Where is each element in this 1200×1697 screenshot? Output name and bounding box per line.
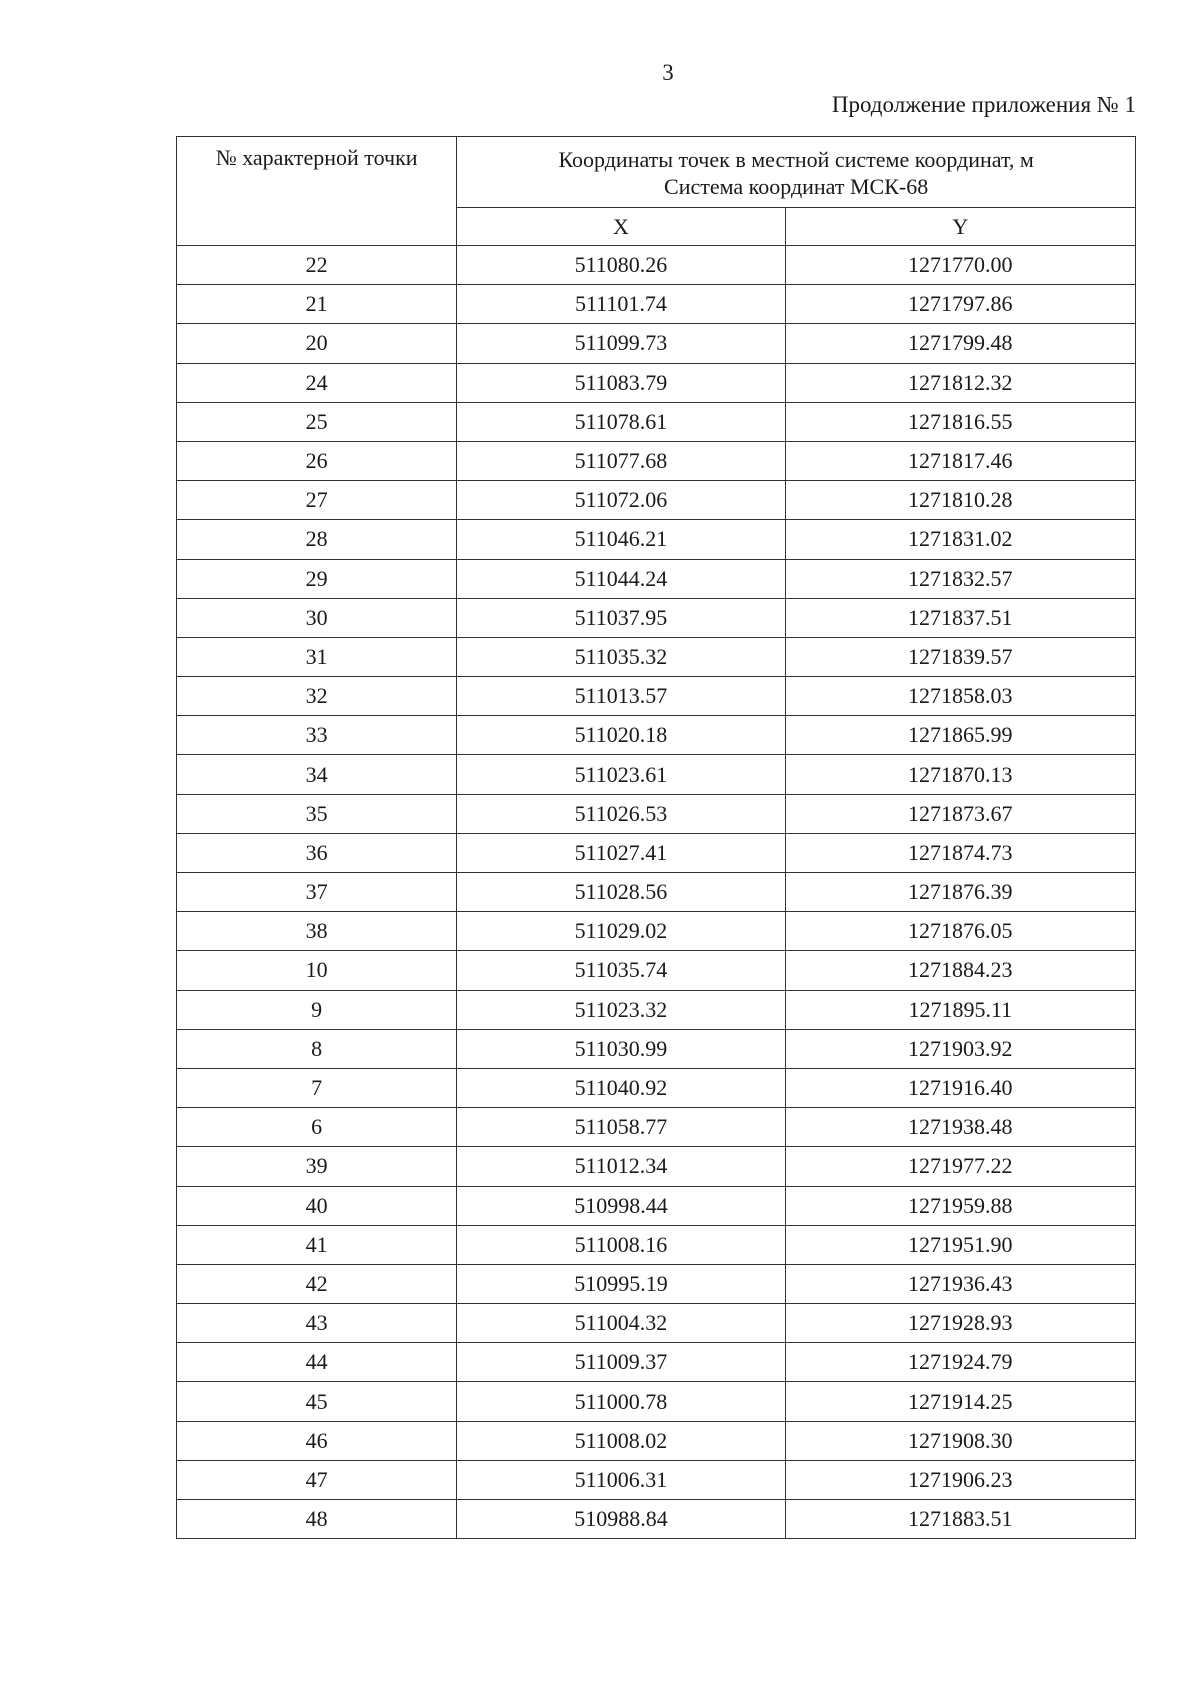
- point-number-cell: 25: [177, 402, 457, 441]
- y-coordinate-cell: 1271816.55: [785, 402, 1135, 441]
- header-coordinates: [457, 137, 1136, 208]
- point-number-cell: 33: [177, 716, 457, 755]
- point-number-cell: 35: [177, 794, 457, 833]
- x-coordinate-cell: 511020.18: [457, 716, 785, 755]
- y-coordinate-cell: 1271906.23: [785, 1460, 1135, 1499]
- x-coordinate-cell: 511078.61: [457, 402, 785, 441]
- table-row: [177, 598, 1136, 637]
- point-number-cell: 28: [177, 520, 457, 559]
- y-coordinate-cell: 1271928.93: [785, 1304, 1135, 1343]
- x-coordinate-cell: 511035.74: [457, 951, 785, 990]
- table-row: [177, 794, 1136, 833]
- table-row: [177, 716, 1136, 755]
- point-number-cell: 29: [177, 559, 457, 598]
- point-number-cell: 7: [177, 1068, 457, 1107]
- point-number-cell: 48: [177, 1500, 457, 1539]
- point-number-cell: 24: [177, 363, 457, 402]
- table-row: [177, 324, 1136, 363]
- x-coordinate-cell: 511044.24: [457, 559, 785, 598]
- y-coordinate-cell: 1271873.67: [785, 794, 1135, 833]
- y-coordinate-cell: 1271797.86: [785, 285, 1135, 324]
- table-row: [177, 1225, 1136, 1264]
- page-number: 3: [662, 60, 674, 85]
- table-body: [177, 246, 1136, 1539]
- point-number-cell: 22: [177, 246, 457, 285]
- point-number-cell: 40: [177, 1186, 457, 1225]
- coordinates-table: [176, 136, 1136, 1539]
- y-coordinate-cell: 1271959.88: [785, 1186, 1135, 1225]
- y-coordinate-cell: 1271770.00: [785, 246, 1135, 285]
- point-number-cell: 43: [177, 1304, 457, 1343]
- x-coordinate-cell: 511023.32: [457, 990, 785, 1029]
- x-coordinate-cell: 510988.84: [457, 1500, 785, 1539]
- y-coordinate-cell: 1271817.46: [785, 441, 1135, 480]
- x-coordinate-cell: 511046.21: [457, 520, 785, 559]
- table-row: [177, 441, 1136, 480]
- y-coordinate-cell: 1271870.13: [785, 755, 1135, 794]
- y-coordinate-cell: 1271810.28: [785, 481, 1135, 520]
- table-row: [177, 363, 1136, 402]
- table-row: [177, 246, 1136, 285]
- y-coordinate-cell: 1271858.03: [785, 677, 1135, 716]
- x-coordinate-cell: 511008.16: [457, 1225, 785, 1264]
- table-row: [177, 1460, 1136, 1499]
- x-coordinate-cell: 510998.44: [457, 1186, 785, 1225]
- point-number-cell: 8: [177, 1029, 457, 1068]
- x-coordinate-cell: 511037.95: [457, 598, 785, 637]
- x-coordinate-cell: 511028.56: [457, 873, 785, 912]
- x-coordinate-cell: 511000.78: [457, 1382, 785, 1421]
- table-row: [177, 402, 1136, 441]
- point-number-cell: 47: [177, 1460, 457, 1499]
- y-coordinate-cell: 1271908.30: [785, 1421, 1135, 1460]
- point-number-cell: 21: [177, 285, 457, 324]
- table-row: [177, 912, 1136, 951]
- y-coordinate-cell: 1271876.39: [785, 873, 1135, 912]
- point-number-cell: 9: [177, 990, 457, 1029]
- point-number-cell: 32: [177, 677, 457, 716]
- point-number-cell: 38: [177, 912, 457, 951]
- point-number-cell: 46: [177, 1421, 457, 1460]
- x-coordinate-cell: 511027.41: [457, 833, 785, 872]
- x-coordinate-cell: 511008.02: [457, 1421, 785, 1460]
- table-row: [177, 1186, 1136, 1225]
- x-coordinate-cell: 511026.53: [457, 794, 785, 833]
- x-coordinate-cell: 511035.32: [457, 637, 785, 676]
- x-coordinate-cell: 511083.79: [457, 363, 785, 402]
- y-coordinate-cell: 1271812.32: [785, 363, 1135, 402]
- header-coordinates-line1: Координаты точек в местной системе координат, м: [558, 147, 1034, 173]
- table-row: [177, 520, 1136, 559]
- y-coordinate-cell: 1271837.51: [785, 598, 1135, 637]
- point-number-cell: 34: [177, 755, 457, 794]
- table-row: [177, 285, 1136, 324]
- header-point-number: № характерной точки: [177, 137, 457, 246]
- x-coordinate-cell: 510995.19: [457, 1264, 785, 1303]
- table-row: [177, 1264, 1136, 1303]
- x-coordinate-cell: 511030.99: [457, 1029, 785, 1068]
- y-coordinate-cell: 1271951.90: [785, 1225, 1135, 1264]
- table-row: [177, 1382, 1136, 1421]
- x-coordinate-cell: 511101.74: [457, 285, 785, 324]
- point-number-cell: 27: [177, 481, 457, 520]
- point-number-cell: 45: [177, 1382, 457, 1421]
- x-coordinate-cell: 511072.06: [457, 481, 785, 520]
- table-row: [177, 559, 1136, 598]
- table-row: [177, 1147, 1136, 1186]
- y-coordinate-cell: 1271903.92: [785, 1029, 1135, 1068]
- table-row: [177, 951, 1136, 990]
- header-x: X: [457, 208, 785, 246]
- y-coordinate-cell: 1271914.25: [785, 1382, 1135, 1421]
- table-row: [177, 1108, 1136, 1147]
- y-coordinate-cell: 1271936.43: [785, 1264, 1135, 1303]
- y-coordinate-cell: 1271884.23: [785, 951, 1135, 990]
- header-coordinates-line2: Система координат МСК-68: [664, 174, 929, 200]
- point-number-cell: 39: [177, 1147, 457, 1186]
- continuation-heading: Продолжение приложения № 1: [831, 92, 1136, 117]
- x-coordinate-cell: 511029.02: [457, 912, 785, 951]
- y-coordinate-cell: 1271839.57: [785, 637, 1135, 676]
- point-number-cell: 37: [177, 873, 457, 912]
- y-coordinate-cell: 1271832.57: [785, 559, 1135, 598]
- x-coordinate-cell: 511009.37: [457, 1343, 785, 1382]
- point-number-cell: 42: [177, 1264, 457, 1303]
- table-row: [177, 1068, 1136, 1107]
- y-coordinate-cell: 1271916.40: [785, 1068, 1135, 1107]
- x-coordinate-cell: 511080.26: [457, 246, 785, 285]
- y-coordinate-cell: 1271876.05: [785, 912, 1135, 951]
- point-number-cell: 44: [177, 1343, 457, 1382]
- table-row: [177, 637, 1136, 676]
- x-coordinate-cell: 511006.31: [457, 1460, 785, 1499]
- point-number-cell: 20: [177, 324, 457, 363]
- point-number-cell: 41: [177, 1225, 457, 1264]
- y-coordinate-cell: 1271831.02: [785, 520, 1135, 559]
- x-coordinate-cell: 511004.32: [457, 1304, 785, 1343]
- table-row: [177, 1304, 1136, 1343]
- x-coordinate-cell: 511058.77: [457, 1108, 785, 1147]
- table-row: [177, 677, 1136, 716]
- point-number-cell: 31: [177, 637, 457, 676]
- y-coordinate-cell: 1271799.48: [785, 324, 1135, 363]
- y-coordinate-cell: 1271865.99: [785, 716, 1135, 755]
- y-coordinate-cell: 1271924.79: [785, 1343, 1135, 1382]
- y-coordinate-cell: 1271883.51: [785, 1500, 1135, 1539]
- table-row: [177, 481, 1136, 520]
- table-row: [177, 1421, 1136, 1460]
- x-coordinate-cell: 511023.61: [457, 755, 785, 794]
- table-row: [177, 755, 1136, 794]
- point-number-cell: 10: [177, 951, 457, 990]
- x-coordinate-cell: 511040.92: [457, 1068, 785, 1107]
- table-row: [177, 1500, 1136, 1539]
- table-row: [177, 833, 1136, 872]
- table-row: [177, 1343, 1136, 1382]
- x-coordinate-cell: 511077.68: [457, 441, 785, 480]
- table-row: [177, 1029, 1136, 1068]
- y-coordinate-cell: 1271977.22: [785, 1147, 1135, 1186]
- table-row: [177, 990, 1136, 1029]
- header-y: Y: [785, 208, 1135, 246]
- point-number-cell: 26: [177, 441, 457, 480]
- table-row: [177, 873, 1136, 912]
- x-coordinate-cell: 511012.34: [457, 1147, 785, 1186]
- x-coordinate-cell: 511013.57: [457, 677, 785, 716]
- point-number-cell: 30: [177, 598, 457, 637]
- y-coordinate-cell: 1271938.48: [785, 1108, 1135, 1147]
- x-coordinate-cell: 511099.73: [457, 324, 785, 363]
- y-coordinate-cell: 1271895.11: [785, 990, 1135, 1029]
- y-coordinate-cell: 1271874.73: [785, 833, 1135, 872]
- point-number-cell: 36: [177, 833, 457, 872]
- point-number-cell: 6: [177, 1108, 457, 1147]
